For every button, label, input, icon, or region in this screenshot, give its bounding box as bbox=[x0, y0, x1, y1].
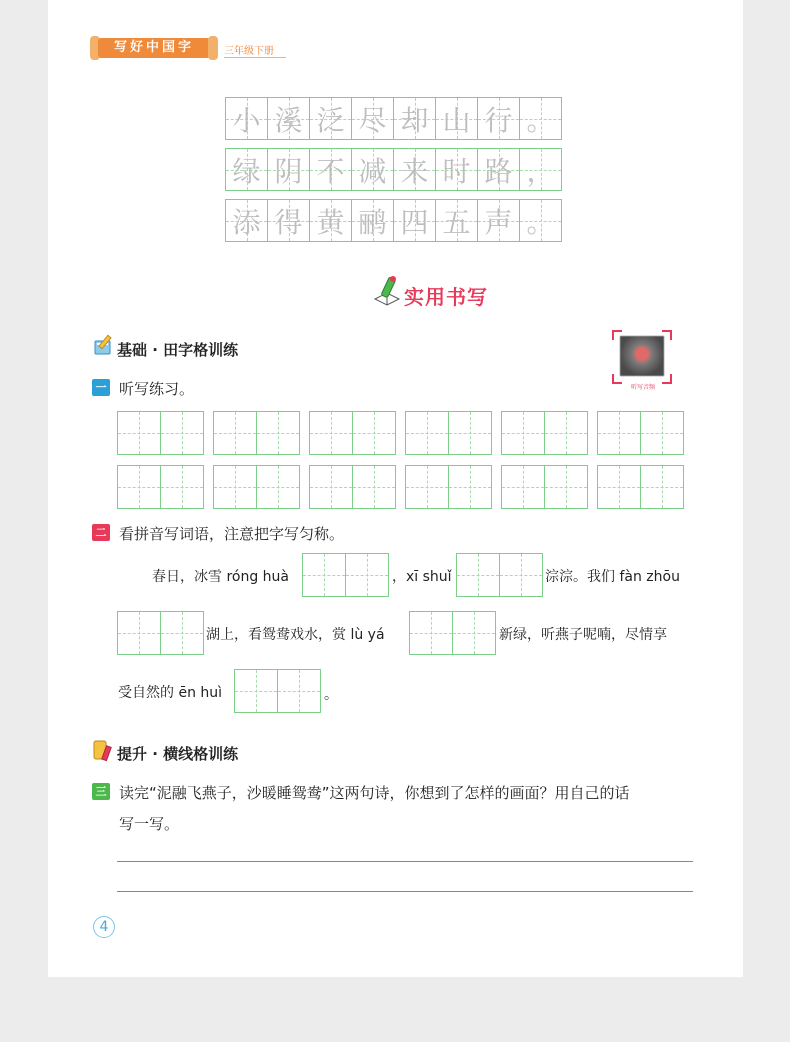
scroll-pencil-icon bbox=[92, 738, 114, 762]
book-title: 写好中国字 bbox=[98, 38, 210, 58]
poem-character: 路 bbox=[484, 154, 513, 188]
tianzige-cell bbox=[267, 97, 310, 140]
tianzige-cell bbox=[519, 148, 562, 191]
answer-box-enhui[interactable] bbox=[235, 669, 321, 713]
dictation-word-box[interactable] bbox=[310, 465, 396, 509]
tianzige-cell[interactable] bbox=[544, 465, 588, 509]
pinyin-fanzhou: fàn zhōu bbox=[619, 569, 680, 585]
tianzige-cell bbox=[309, 148, 352, 191]
tianzige-cell[interactable] bbox=[409, 611, 453, 655]
tianzige-cell[interactable] bbox=[160, 411, 204, 455]
answer-box-ronghua[interactable] bbox=[303, 553, 389, 597]
dictation-word-box[interactable] bbox=[406, 465, 492, 509]
poem-character: 。 bbox=[526, 205, 555, 239]
tianzige-cell[interactable] bbox=[544, 411, 588, 455]
tianzige-cell[interactable] bbox=[160, 611, 204, 655]
tianzige-cell bbox=[477, 199, 520, 242]
poem-character: 五 bbox=[442, 205, 471, 239]
tianzige-cell[interactable] bbox=[302, 553, 346, 597]
question-3-line-1: 读完“泥融飞燕子，沙暖睡鸳鸯”这两句诗，你想到了怎样的画面？用自己的话 bbox=[119, 784, 630, 802]
answer-box-fanzhou[interactable] bbox=[118, 611, 204, 655]
tianzige-cell[interactable] bbox=[501, 411, 545, 455]
poem-character: 声 bbox=[484, 205, 513, 239]
tianzige-cell bbox=[477, 148, 520, 191]
sentence-2-part-a: 湖上，看鸳鸯戏水，赏 lù yá bbox=[206, 627, 385, 643]
sentence-1-part-b: ，xī shuǐ bbox=[392, 569, 452, 585]
tianzige-cell[interactable] bbox=[499, 553, 543, 597]
tianzige-cell[interactable] bbox=[213, 411, 257, 455]
tianzige-cell[interactable] bbox=[352, 411, 396, 455]
poem-character: 来 bbox=[400, 154, 429, 188]
poem-character: 尽 bbox=[358, 103, 387, 137]
tianzige-cell[interactable] bbox=[309, 411, 353, 455]
dictation-word-box[interactable] bbox=[118, 411, 204, 455]
page-number: 4 bbox=[93, 916, 115, 938]
writing-line[interactable] bbox=[117, 861, 693, 862]
tianzige-cell bbox=[267, 199, 310, 242]
tianzige-cell bbox=[519, 97, 562, 140]
poem-character: 减 bbox=[358, 154, 387, 188]
dictation-word-box[interactable] bbox=[214, 411, 300, 455]
poem-character: 时 bbox=[442, 154, 471, 188]
poem-character: 得 bbox=[274, 205, 303, 239]
poem-character: 阴 bbox=[274, 154, 303, 188]
question-1-badge: 一 bbox=[92, 379, 110, 396]
tianzige-cell[interactable] bbox=[448, 411, 492, 455]
tianzige-cell bbox=[351, 199, 394, 242]
sentence-3-part-a: 受自然的 ēn huì bbox=[118, 685, 223, 701]
grade-underline bbox=[224, 57, 286, 58]
notebook-pencil-icon bbox=[93, 334, 115, 356]
poem-character: 黄 bbox=[316, 205, 345, 239]
dictation-grid[interactable] bbox=[118, 411, 684, 519]
poem-character: 不 bbox=[316, 154, 345, 188]
answer-box-xishui[interactable] bbox=[457, 553, 543, 597]
tianzige-cell[interactable] bbox=[405, 465, 449, 509]
tianzige-cell[interactable] bbox=[640, 465, 684, 509]
tianzige-cell[interactable] bbox=[597, 411, 641, 455]
tianzige-cell[interactable] bbox=[117, 611, 161, 655]
tianzige-cell[interactable] bbox=[448, 465, 492, 509]
dictation-word-box[interactable] bbox=[214, 465, 300, 509]
poem-row bbox=[226, 199, 562, 242]
question-3-line-2: 写一写。 bbox=[119, 815, 180, 833]
tianzige-cell bbox=[435, 199, 478, 242]
tianzige-cell[interactable] bbox=[256, 465, 300, 509]
tianzige-cell[interactable] bbox=[452, 611, 496, 655]
pinyin-luya: lù yá bbox=[350, 627, 385, 643]
poem-row bbox=[226, 97, 562, 140]
tianzige-cell bbox=[519, 199, 562, 242]
tianzige-cell bbox=[351, 97, 394, 140]
tianzige-cell bbox=[225, 97, 268, 140]
tianzige-cell bbox=[351, 148, 394, 191]
qr-label: 听写音频 bbox=[630, 384, 655, 391]
tianzige-cell[interactable] bbox=[405, 411, 449, 455]
tianzige-cell[interactable] bbox=[501, 465, 545, 509]
qr-code[interactable] bbox=[612, 330, 672, 392]
poem-character: ， bbox=[526, 154, 555, 188]
tianzige-cell[interactable] bbox=[234, 669, 278, 713]
tianzige-cell[interactable] bbox=[456, 553, 500, 597]
dictation-word-box[interactable] bbox=[310, 411, 396, 455]
sentence-2-part-b: 新绿，听燕子呢喃，尽情享 bbox=[499, 627, 667, 643]
page bbox=[48, 0, 743, 977]
poem-character: 行 bbox=[484, 103, 513, 137]
pinyin-enhui: ēn huì bbox=[178, 685, 223, 701]
poem-character: 四 bbox=[400, 205, 429, 239]
dictation-word-box[interactable] bbox=[598, 465, 684, 509]
scroll-right-end bbox=[208, 36, 218, 60]
pinyin-xishui: xī shuǐ bbox=[406, 569, 452, 585]
poem-character: 绿 bbox=[232, 154, 261, 188]
tianzige-cell bbox=[393, 148, 436, 191]
tianzige-cell bbox=[267, 148, 310, 191]
sentence-3-part-b: 。 bbox=[324, 687, 338, 703]
tianzige-cell[interactable] bbox=[117, 411, 161, 455]
question-3-badge: 三 bbox=[92, 783, 110, 800]
dictation-row bbox=[118, 465, 684, 509]
tianzige-cell bbox=[393, 97, 436, 140]
pinyin-ronghua: róng huà bbox=[226, 569, 290, 585]
writing-line[interactable] bbox=[117, 891, 693, 892]
basic-section-title: 基础 · 田字格训练 bbox=[117, 341, 239, 359]
tianzige-cell[interactable] bbox=[277, 669, 321, 713]
question-2-badge: 二 bbox=[92, 524, 110, 541]
tianzige-cell[interactable] bbox=[309, 465, 353, 509]
dictation-row bbox=[118, 411, 684, 455]
poem-grid bbox=[226, 97, 562, 250]
tianzige-cell[interactable] bbox=[117, 465, 161, 509]
poem-row bbox=[226, 148, 562, 191]
tianzige-cell bbox=[393, 199, 436, 242]
tianzige-cell bbox=[435, 148, 478, 191]
sentence-1-part-c: 淙淙。我们 fàn zhōu bbox=[545, 569, 680, 585]
question-2-text: 看拼音写词语，注意把字写匀称。 bbox=[119, 525, 345, 543]
tianzige-cell bbox=[309, 199, 352, 242]
tianzige-cell bbox=[435, 97, 478, 140]
poem-character: 却 bbox=[400, 103, 429, 137]
dictation-word-box[interactable] bbox=[502, 465, 588, 509]
qr-image[interactable] bbox=[620, 336, 664, 376]
tianzige-cell[interactable] bbox=[160, 465, 204, 509]
dictation-word-box[interactable] bbox=[598, 411, 684, 455]
tianzige-cell bbox=[225, 199, 268, 242]
tianzige-cell[interactable] bbox=[256, 411, 300, 455]
dictation-word-box[interactable] bbox=[502, 411, 588, 455]
answer-box-luya[interactable] bbox=[410, 611, 496, 655]
poem-character: 山 bbox=[442, 103, 471, 137]
tianzige-cell bbox=[477, 97, 520, 140]
tianzige-cell bbox=[309, 97, 352, 140]
tianzige-cell[interactable] bbox=[213, 465, 257, 509]
section-title: 实用书写 bbox=[404, 285, 488, 309]
tianzige-cell bbox=[225, 148, 268, 191]
advanced-section-title: 提升 · 横线格训练 bbox=[117, 745, 239, 763]
tianzige-cell[interactable] bbox=[597, 465, 641, 509]
tianzige-cell[interactable] bbox=[345, 553, 389, 597]
dictation-word-box[interactable] bbox=[406, 411, 492, 455]
poem-character: 溪 bbox=[274, 103, 303, 137]
pen-book-icon bbox=[371, 273, 405, 307]
poem-character: 添 bbox=[232, 205, 261, 239]
poem-character: 鹂 bbox=[358, 205, 387, 239]
dictation-word-box[interactable] bbox=[118, 465, 204, 509]
sentence-1-part-a: 春日，冰雪 róng huà bbox=[152, 569, 290, 585]
question-1-text: 听写练习。 bbox=[119, 380, 195, 398]
poem-character: 泛 bbox=[316, 103, 345, 137]
tianzige-cell[interactable] bbox=[352, 465, 396, 509]
book-banner bbox=[90, 36, 218, 60]
tianzige-cell[interactable] bbox=[640, 411, 684, 455]
poem-character: 小 bbox=[232, 103, 261, 137]
poem-character: 。 bbox=[526, 103, 555, 137]
grade-label: 三年级下册 bbox=[224, 46, 274, 57]
